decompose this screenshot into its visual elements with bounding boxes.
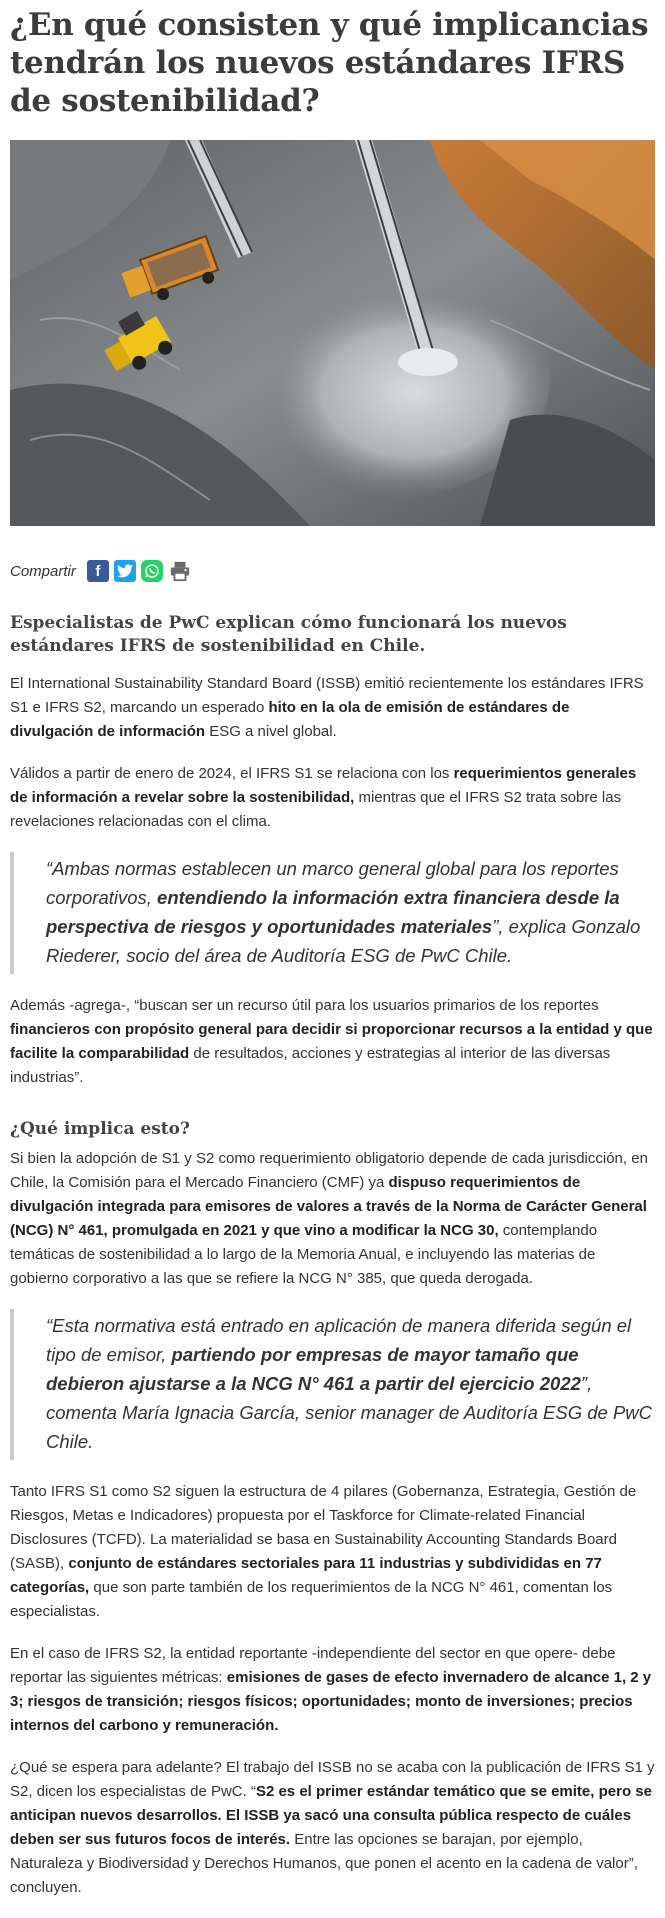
quote-riederer: “Ambas normas establecen un marco general global para los reportes corporativos, entendiendo la información extra financiera desde la perspectiva de riesgos y oportunidades materiales”, explica Gonzalo Riederer, socio del área de Auditoría ESG de PwC Chile. xyxy=(10,852,655,974)
paragraph-6: En el caso de IFRS S2, la entidad reportante -independiente del sector en que opere- debe reportar las siguientes métricas: emisiones de gases de efecto invernadero de alcance 1, 2 y 3; riesgos de transición; riesgos físicos; oportunidades; monto de inversiones; precios internos del carbono y remuneración. xyxy=(10,1645,652,1734)
twitter-icon[interactable] xyxy=(114,560,136,582)
hero-image xyxy=(10,140,655,526)
paragraph-5: Tanto IFRS S1 como S2 siguen la estructura de 4 pilares (Gobernanza, Estrategia, Gestión de Riesgos, Metas e Indicadores) propuesta por el Taskforce for Climate-related Financial Disclosures (TCFD). La materialidad se basa en Sustainability Accounting Standards Board (SASB), conjunto de estándares sectoriales para 11 industrias y subdivididas en 77 categorías, que son parte también de los requerimientos de la NCG N° 461, comentan los especialistas. xyxy=(10,1483,637,1620)
article-lead: Especialistas de PwC explican cómo funcionará los nuevos estándares IFRS de sostenibilidad en Chile. xyxy=(10,613,567,656)
whatsapp-icon[interactable] xyxy=(141,560,163,582)
facebook-icon[interactable]: f xyxy=(87,560,109,582)
article xyxy=(10,0,655,1918)
share-bar xyxy=(10,556,655,586)
share-label: Compartir xyxy=(10,562,76,580)
paragraph-7: ¿Qué se espera para adelante? El trabajo del ISSB no se acaba con la publicación de IFRS S1 y S2, dicen los especialistas de PwC. “S2 es el primer estándar temático que se emite, pero se anticipan nuevos desarrollos. El ISSB ya sacó una consulta pública respecto de cuáles deben ser sus futuros focos de interés. Entre las opciones se barajan, por ejemplo, Naturaleza y Biodiversidad y Derechos Humanos, que ponen el acento en la cadena de valor”, concluyen. xyxy=(10,1759,655,1896)
paragraph-1: El International Sustainability Standard Board (ISSB) emitió recientemente los estándares IFRS S1 e IFRS S2, marcando un esperado hito en la ola de emisión de estándares de divulgación de información ESG a nivel global. xyxy=(10,675,644,740)
paragraph-3: Además -agrega-, “buscan ser un recurso útil para los usuarios primarios de los reportes financieros con propósito general para decidir si proporcionar recursos a la entidad y que facilite la comparabilidad de resultados, acciones y estrategias al interior de las diversas industrias”. xyxy=(10,997,653,1086)
paragraph-2: Válidos a partir de enero de 2024, el IFRS S1 se relaciona con los requerimientos generales de información a revelar sobre la sostenibilidad, mientras que el IFRS S2 trata sobre las revelaciones relacionadas con el clima. xyxy=(10,765,637,830)
paragraph-4: Si bien la adopción de S1 y S2 como requerimiento obligatorio depende de cada jurisdicción, en Chile, la Comisión para el Mercado Financiero (CMF) ya dispuso requerimientos de divulgación integrada para emisores de valores a través de la Norma de Carácter General (NCG) N° 461, promulgada en 2021 y que vino a modificar la NCG 30, contemplando temáticas de sostenibilidad a lo largo de la Memoria Anual, e incluyendo las materias de gobierno corporativo a las que se refiere la NCG N° 385, que queda derogada. xyxy=(10,1150,648,1287)
section-heading: ¿Qué implica esto? xyxy=(10,1119,190,1139)
article-title: ¿En qué consisten y qué implicancias tendrán los nuevos estándares IFRS de sostenibilidad? xyxy=(10,7,649,119)
quote-garcia: “Esta normativa está entrado en aplicación de manera diferida según el tipo de emisor, partiendo por empresas de mayor tamaño que debieron ajustarse a la NCG N° 461 a partir del ejercicio 2022”, comenta María Ignacia García, senior manager de Auditoría ESG de PwC Chile. xyxy=(10,1309,655,1460)
print-icon[interactable] xyxy=(169,560,191,582)
